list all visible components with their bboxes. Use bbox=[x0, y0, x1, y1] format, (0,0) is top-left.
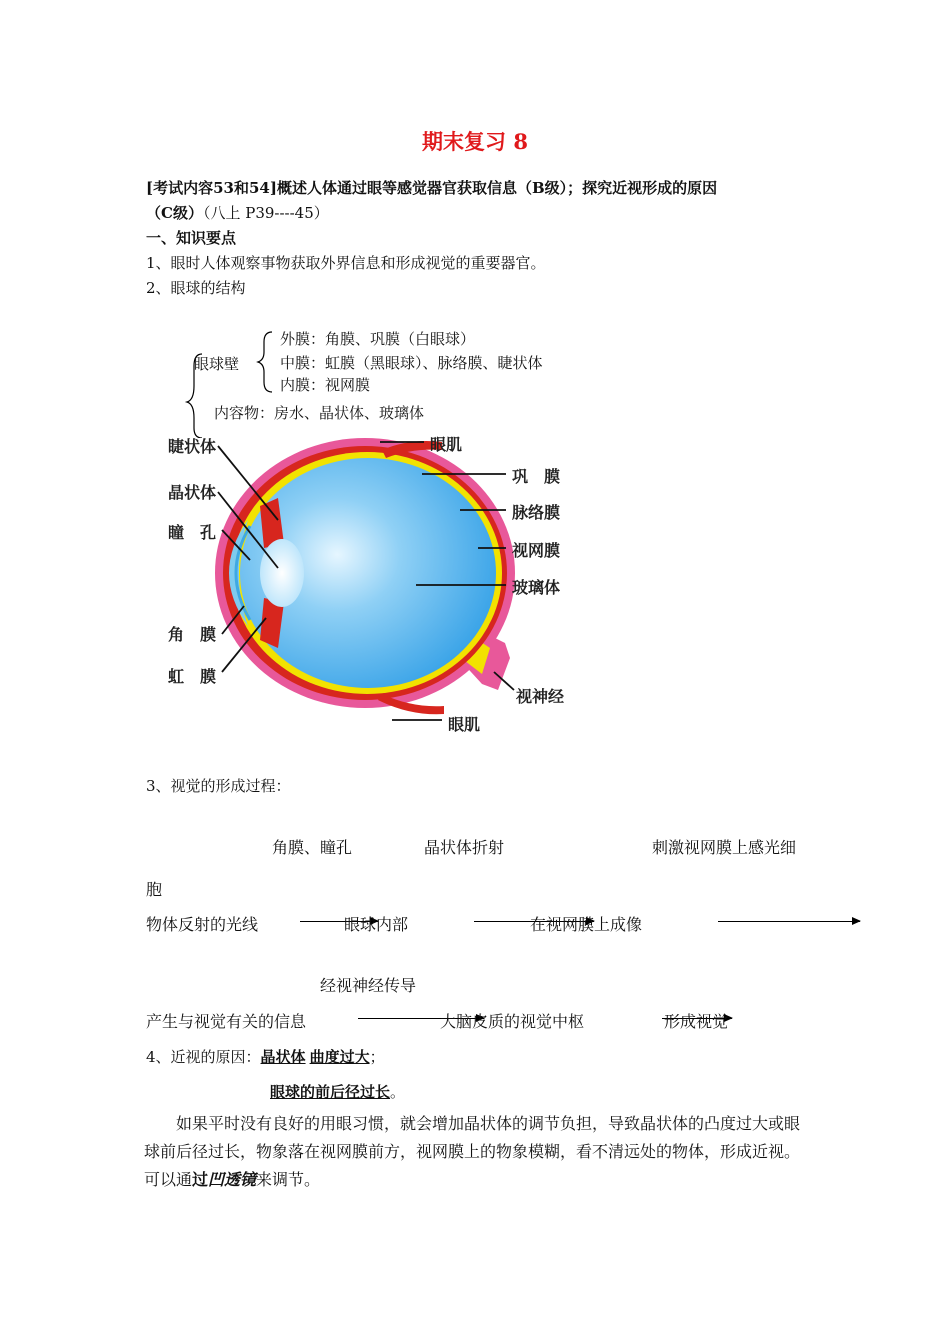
label-lens: 晶状体 bbox=[168, 483, 217, 502]
flow-above-4: 经视神经传导 bbox=[320, 976, 417, 995]
label-choroid: 脉络膜 bbox=[512, 503, 561, 522]
textbook-reference: （八上 P39----45） bbox=[202, 204, 329, 222]
paragraph-bold-word: 过 bbox=[192, 1170, 209, 1189]
exam-level-c: （C级） bbox=[146, 204, 203, 222]
cause-1-end: ； bbox=[369, 1048, 385, 1066]
outer-layer: 外膜：角膜、巩膜（白眼球） bbox=[280, 330, 476, 348]
point-1: 1、眼时人体观察事物获取外界信息和形成视觉的重要器官。 bbox=[146, 254, 546, 272]
paragraph-tail: 来调节。 bbox=[256, 1170, 321, 1189]
point-4 bbox=[146, 1046, 385, 1067]
flow-step-2: 眼球内部 bbox=[344, 915, 409, 934]
label-pupil: 瞳 孔 bbox=[168, 523, 217, 542]
label-sclera: 巩 膜 bbox=[512, 467, 561, 486]
label-ciliary-body: 睫状体 bbox=[168, 437, 217, 456]
flow-above-1: 角膜、瞳孔 bbox=[272, 838, 353, 857]
cause-axial-length: 眼球的前后径过长 bbox=[270, 1083, 391, 1101]
eye-contents: 内容物：房水、晶状体、玻璃体 bbox=[214, 404, 425, 422]
label-retina: 视网膜 bbox=[512, 541, 561, 560]
label-optic-nerve: 视神经 bbox=[516, 687, 565, 706]
label-cornea: 角 膜 bbox=[168, 625, 217, 644]
point-2: 2、眼球的结构 bbox=[146, 279, 246, 297]
label-vitreous: 玻璃体 bbox=[512, 578, 561, 597]
label-iris: 虹 膜 bbox=[168, 667, 217, 686]
flow-step-1: 物体反射的光线 bbox=[146, 915, 259, 934]
inner-layer: 内膜：视网膜 bbox=[280, 376, 371, 394]
myopia-paragraph bbox=[144, 1110, 808, 1194]
exam-scope-line2 bbox=[146, 202, 329, 223]
flow-step-3: 在视网膜上成像 bbox=[530, 915, 643, 934]
flow-above-2: 晶状体折射 bbox=[424, 838, 505, 857]
label-eye-muscle-top: 眼肌 bbox=[430, 435, 463, 454]
cause-2-line bbox=[270, 1081, 405, 1102]
cause-curvature: 曲度过大 bbox=[309, 1048, 370, 1066]
label-eye-muscle-bottom: 眼肌 bbox=[448, 715, 481, 734]
point-4-label: 4、近视的原因： bbox=[146, 1048, 261, 1066]
eyeball-wall-label: 眼球壁 bbox=[194, 355, 240, 373]
concave-lens-term: 凹透镜 bbox=[208, 1170, 257, 1189]
flow-arrow-3 bbox=[718, 921, 860, 922]
flow-step-4: 产生与视觉有关的信息 bbox=[146, 1012, 307, 1031]
myopia-paragraph-text: 如果平时没有良好的用眼习惯，就会增加晶状体的调节负担，导致晶状体的凸度过大或眼球前后径过长，物象落在视网膜前方，视网膜上的物象模糊，看不清远处的物体，形成近视。可以通 bbox=[144, 1114, 801, 1189]
page-title: 期末复习 8 bbox=[422, 129, 528, 154]
point-3: 3、视觉的形成过程： bbox=[146, 777, 291, 795]
flow-step-6: 形成视觉 bbox=[664, 1012, 729, 1031]
cause-lens: 晶状体 bbox=[260, 1048, 306, 1066]
flow-step-5: 大脑皮质的视觉中枢 bbox=[440, 1012, 585, 1031]
exam-scope-line1: [考试内容53和54]概述人体通过眼等感觉器官获取信息（B级）；探究近视形成的原因 bbox=[146, 179, 718, 197]
flow-above-3: 刺激视网膜上感光细 bbox=[652, 838, 797, 857]
flow-above-3-cont: 胞 bbox=[146, 880, 163, 899]
section-heading: 一、知识要点 bbox=[146, 229, 237, 247]
cause-2-end: 。 bbox=[390, 1083, 406, 1101]
middle-layer: 中膜：虹膜（黑眼球）、脉络膜、睫状体 bbox=[280, 354, 543, 372]
